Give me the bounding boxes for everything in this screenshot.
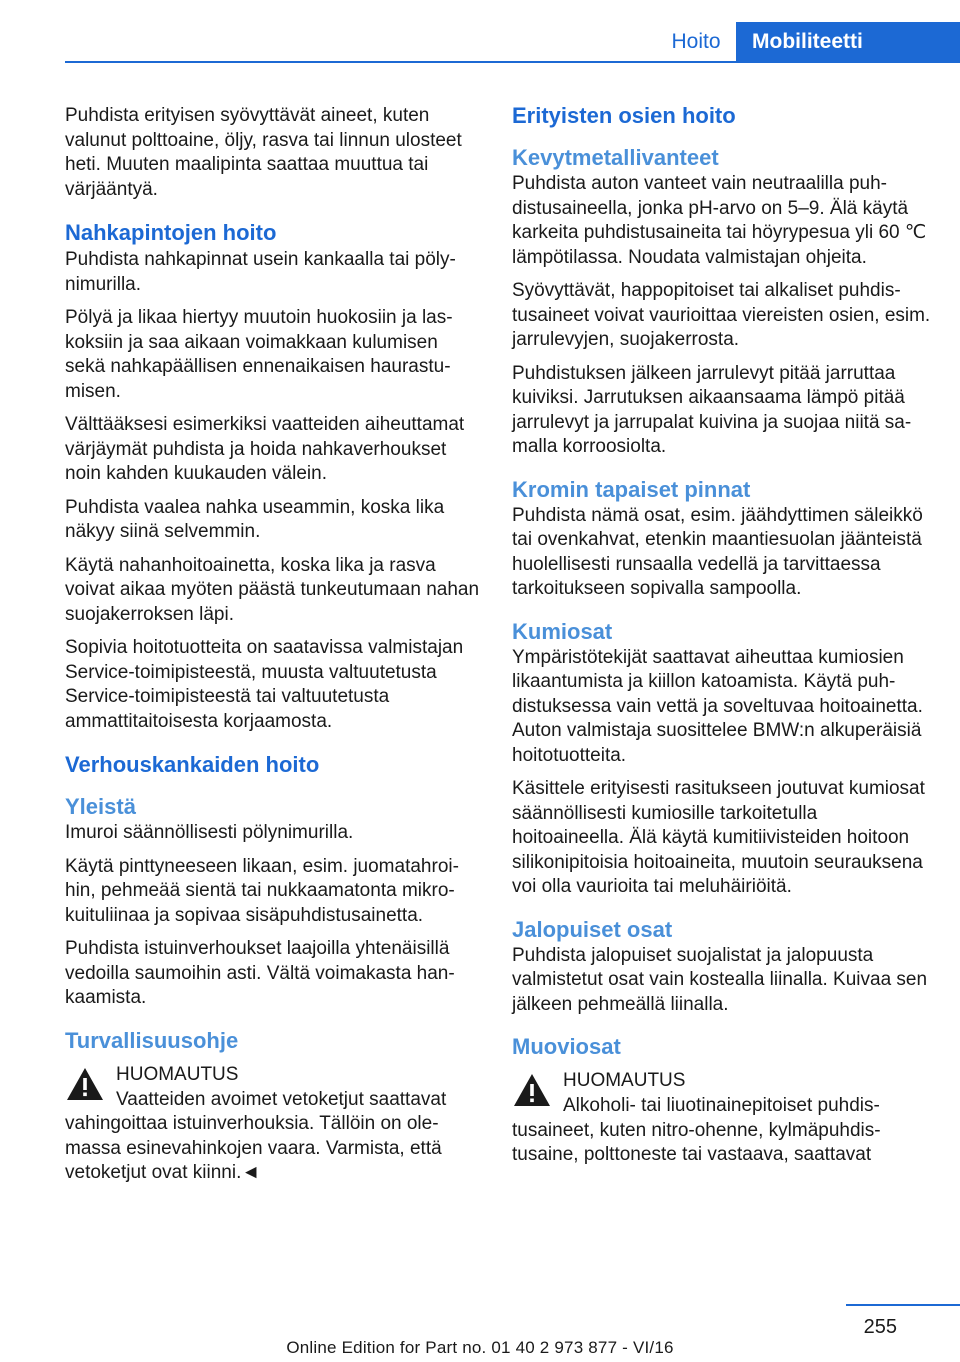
warning-triangle-icon	[65, 1066, 105, 1102]
safety-heading: Turvallisuusohje	[65, 1027, 239, 1053]
general-paragraph: Puhdista istuinverhoukset laajoilla yhtenäisillä vedoilla saumoihin asti. Vältä voimakasta hankaamista.	[65, 938, 455, 1008]
rubber-paragraph: Käsittele erityisesti rasitukseen joutuvat kumiosat säännöllisesti kumiosille tarkoitetulla hoitoaineella. Älä käytä kumitiivisteiden hoitoon silikonipitoisia hoitoaineita, muutoin seurauksena voi olla vaurioita tai meluhäiriöitä.	[512, 778, 925, 897]
precious-wood-paragraph: Puhdista jalopuiset suojalistat ja jalopuusta valmistetut osat vain kostealla liinalla. Kuivaa sen jälkeen pehmeällä liinalla.	[512, 944, 928, 1015]
alloy-paragraph: Syövyttävät, happopitoiset tai alkaliset puhdistusaineet voivat vaurioittaa viereisten osien, esim. jarrulevyjen, suojakerrosta.	[512, 280, 931, 350]
intro-paragraph: Puhdista erityisen syövyttävät aineet, kuten valunut polttoaine, öljy, rasva tai linnun ulosteet heti. Muuten maalipinta saattaa muuttua tai värjääntyä.	[65, 105, 462, 200]
edition-footer: Online Edition for Part no. 01 40 2 973 877 - VI/16	[286, 1338, 674, 1357]
general-paragraph: Käytä pinttyneeseen likaan, esim. juomatahroihin, pehmeää sientä tai nukkaamatonta mikrokuituliinaa ja sopivaa sisäpuhdistusainetta.	[65, 855, 459, 926]
special-parts-heading: Erityisten osien hoito	[512, 103, 736, 128]
safety-warning	[65, 1062, 481, 1186]
footer-rule	[846, 1304, 960, 1306]
plastic-heading: Muoviosat	[512, 1034, 621, 1059]
header-tab-hoito[interactable]: Hoito	[671, 30, 721, 53]
leather-paragraph: Sopivia hoitotuotteita on saatavissa valmistajan Service-toimipisteestä, muusta valtuutetusta Service-toimipisteestä tai valtuutetusta ammattitaitoisesta korjaamosta.	[65, 637, 464, 732]
chrome-heading: Kromin tapaiset pinnat	[512, 476, 751, 502]
safety-warning-text: Vaatteiden avoimet vetoketjut saattavat vahingoittaa istuinverhouksia. Tällöin on olemassa esinevahinkojen vaara. Varmista, että vetoketjut ovat kiinni.◄	[65, 1088, 447, 1183]
leather-paragraph: Puhdista vaalea nahka useammin, koska lika näkyy siinä selvemmin.	[65, 496, 445, 542]
leather-paragraph: Välttääksesi esimerkiksi vaatteiden aiheuttamat värjäymät puhdista ja hoida nahkaverhoukset noin kahden kuukauden välein.	[65, 414, 465, 484]
plastic-warning-text: Alkoholi- tai liuotinainepitoiset puhdistusaineet, kuten nitro-ohenne, kylmäpuhdistusaine, polttoneste tai vastaava, saattavat	[512, 1095, 881, 1165]
leather-paragraph: Pölyä ja likaa hiertyy muutoin huokosiin ja laskoksiin ja saa aikaan voimakkaan kulumisen sekä nahkapäällisen ennenaikaisen haurastumisen.	[65, 307, 453, 402]
plastic-warning-title: HUOMAUTUS	[563, 1070, 686, 1091]
rubber-heading: Kumiosat	[512, 618, 613, 644]
right-column	[512, 101, 932, 1168]
left-column	[65, 104, 481, 1186]
rubber-paragraph: Ympäristötekijät saattavat aiheuttaa kumiosien likaantumista ja kiillon katoamista. Käytä puhdistuksessa vain vettä ja soveltuvaa hoitoainetta. Auton valmistaja suosittelee BMW:n alkuperäisiä hoitotuotteita.	[512, 646, 923, 766]
header-tab-mobiliteetti[interactable]: Mobiliteetti	[736, 22, 960, 62]
leather-heading: Nahkapintojen hoito	[65, 220, 277, 245]
alloy-paragraph: Puhdista auton vanteet vain neutraalilla puhdistusaineella, jonka pH-arvo on 5–9. Älä käytä karkeita puhdistusaineita tai höyrypesua yli 60 ℃ lämpötilassa. Noudata valmistajan ohjeita.	[512, 173, 927, 268]
plastic-warning	[512, 1068, 932, 1168]
safety-warning-title: HUOMAUTUS	[116, 1063, 239, 1085]
alloy-paragraph: Puhdistuksen jälkeen jarrulevyt pitää jarruttaa kuiviksi. Jarrutuksen aikaansaama lämpö pitää jarrulevyt ja jarrupalat kuivina ja suojaa niitä samalla korroosiolta.	[512, 362, 912, 457]
general-heading: Yleistä	[65, 794, 136, 819]
leather-paragraph: Puhdista nahkapinnat usein kankaalla tai pölynimurilla.	[65, 249, 456, 295]
chrome-paragraph: Puhdista nämä osat, esim. jäähdyttimen säleikkö tai ovenkahvat, etenkin maantiesuolan jäänteistä huolellisesti runsaalla vedellä ja tarvittaessa tarkoitukseen sopivalla sampoolla.	[512, 504, 923, 599]
leather-paragraph: Käytä nahanhoitoainetta, koska lika ja rasva voivat aikaa myöten päästä tunkeutumaan nahan suojakerroksen läpi.	[65, 554, 480, 625]
general-paragraph: Imuroi säännöllisesti pölynimurilla.	[65, 822, 354, 843]
precious-wood-heading: Jalopuiset osat	[512, 916, 673, 942]
warning-triangle-icon	[512, 1072, 552, 1108]
page-number: 255	[863, 1316, 897, 1338]
alloy-wheels-heading: Kevytmetallivanteet	[512, 145, 719, 170]
upholstery-heading: Verhouskankaiden hoito	[65, 752, 320, 777]
